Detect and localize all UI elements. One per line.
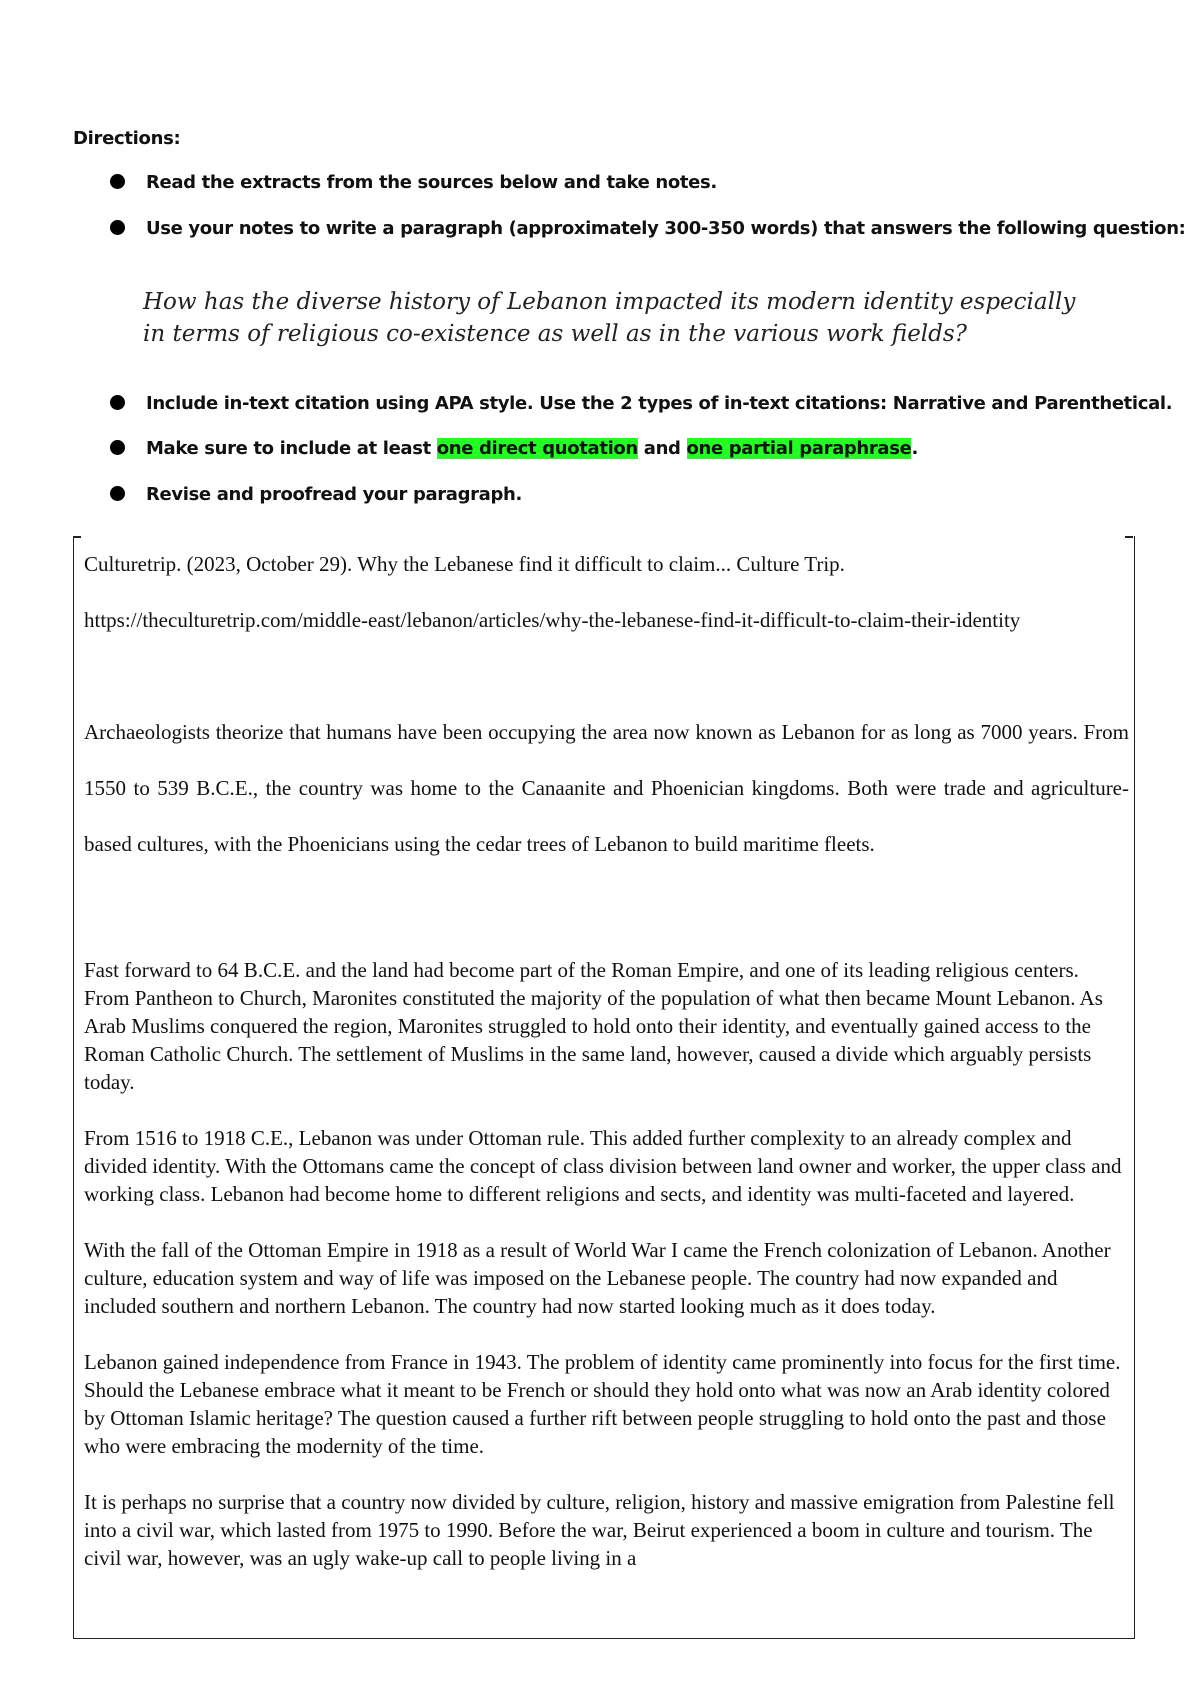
bullet-text: Use your notes to write a paragraph (approximately 300-350 words) that answers the following question: — [146, 218, 1186, 239]
extract-paragraph-6: It is perhaps no surprise that a country now divided by culture, religion, history and massive emigration from Palestine fell into a civil war, which lasted from 1975 to 1990. Before the war, Beirut experienced a boom in culture and tourism. The civil war, however, was an ugly wake-up call to people living in a — [84, 1490, 1115, 1570]
source-citation — [84, 536, 1126, 648]
bullet-text-mid: and — [637, 438, 687, 459]
source-extract-box — [73, 536, 1135, 1639]
bullet-quotation-paraphrase — [110, 438, 918, 459]
citation-url: https://theculturetrip.com/middle-east/lebanon/articles/why-the-lebanese-find-it-difficult-to-claim-their-identity — [84, 608, 1021, 632]
bullet-dot-icon — [110, 440, 125, 455]
bullet-text-pre: Make sure to include at least — [146, 438, 437, 459]
bullet-in-text-citation — [110, 393, 1172, 414]
bullet-dot-icon — [110, 486, 125, 501]
essay-question: How has the diverse history of Lebanon impacted its modern identity especially in terms of religious co-existence as well as in the various work fields? — [143, 289, 1076, 347]
extract-body — [84, 956, 1124, 1600]
bullet-text: Revise and proofread your paragraph. — [146, 484, 522, 505]
extract-paragraph-1: Archaeologists theorize that humans have been occupying the area now known as Lebanon for as long as 7000 years. From 1550 to 539 B.C.E., the country was home to the Canaanite and Phoenician kingdoms. Both were trade and agriculture-based cultures, with the Phoenicians using the cedar trees of Lebanon to build maritime fleets. — [84, 720, 1129, 856]
highlight-direct-quotation: one direct quotation — [436, 438, 638, 459]
extract-paragraph-5: Lebanon gained independence from France in 1943. The problem of identity came prominently into focus for the first time. Should the Lebanese embrace what it meant to be French or should they hold onto what was now an Arab identity colored by Ottoman Islamic heritage? The question caused a further rift between people struggling to hold onto the past and those who were embracing the modernity of the time. — [84, 1350, 1121, 1458]
bullet-text: Read the extracts from the sources below and take notes. — [146, 172, 717, 193]
extract-paragraph-4: With the fall of the Ottoman Empire in 1918 as a result of World War I came the French colonization of Lebanon. Another culture, education system and way of life was imposed on the Lebanese people. The country had now expanded and included southern and northern Lebanon. The country had now started looking much as it does today. — [84, 1238, 1111, 1318]
bullet-text-post: . — [911, 438, 918, 459]
bullet-read-extracts — [110, 172, 717, 193]
directions-heading: Directions: — [73, 128, 181, 149]
bullet-write-paragraph — [110, 218, 1186, 239]
bullet-revise-proofread — [110, 484, 522, 505]
bullet-text: Include in-text citation using APA style. Use the 2 types of in-text citations: Narrative and Parenthetical. — [146, 393, 1173, 414]
highlight-partial-paraphrase: one partial paraphrase — [686, 438, 912, 459]
bullet-dot-icon — [110, 220, 125, 235]
extract-paragraph-2: Fast forward to 64 B.C.E. and the land had become part of the Roman Empire, and one of its leading religious centers. From Pantheon to Church, Maronites constituted the majority of the population of what then became Mount Lebanon. As Arab Muslims conquered the region, Maronites struggled to hold onto their identity, and eventually gained access to the Roman Catholic Church. The settlement of Muslims in the same land, however, caused a divide which arguably persists today. — [84, 958, 1103, 1094]
bullet-dot-icon — [110, 174, 125, 189]
bullet-dot-icon — [110, 395, 125, 410]
citation-text: Culturetrip. (2023, October 29). Why the Lebanese find it difficult to claim... Culture Trip. — [84, 552, 845, 576]
extract-paragraph-3: From 1516 to 1918 C.E., Lebanon was under Ottoman rule. This added further complexity to an already complex and divided identity. With the Ottomans came the concept of class division between land owner and worker, the upper class and working class. Lebanon had become home to different religions and sects, and identity was multi-faceted and layered. — [84, 1126, 1122, 1206]
